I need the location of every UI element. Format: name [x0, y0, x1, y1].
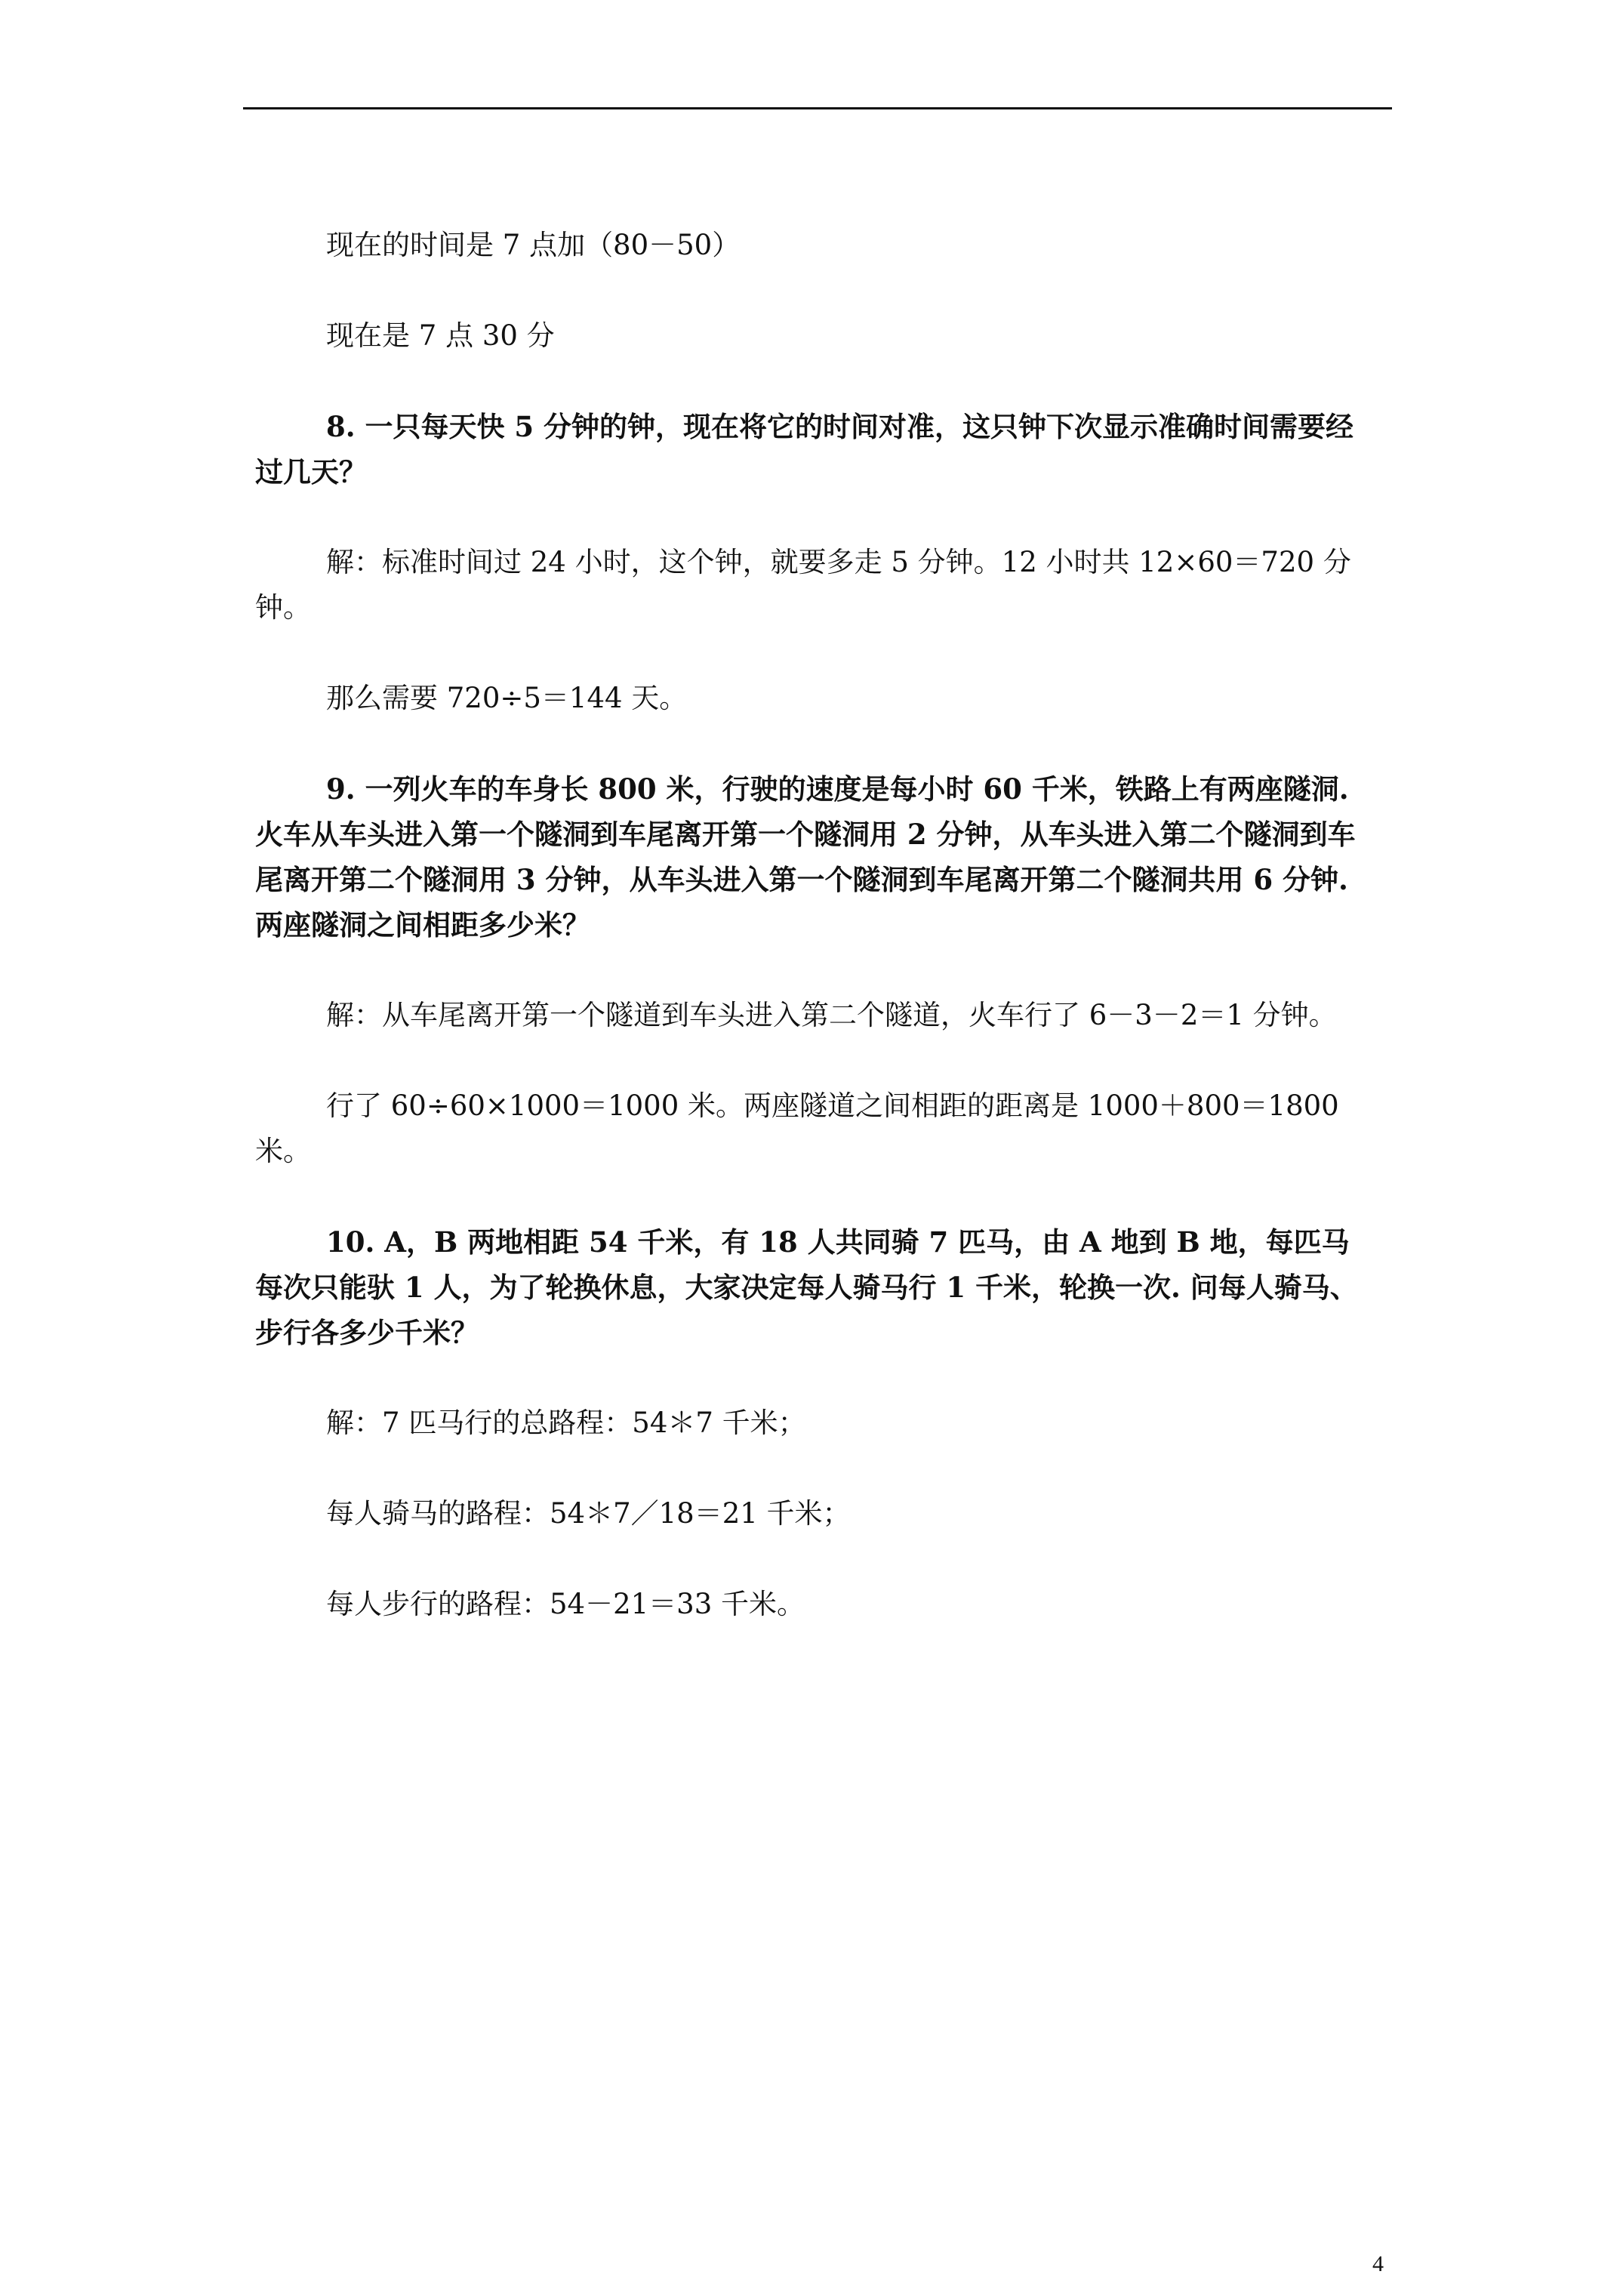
question-8: 8. 一只每天快 5 分钟的钟，现在将它的时间对准，这只钟下次显示准确时间需要经过几天？: [255, 410, 1354, 488]
header-rule: [243, 107, 1392, 109]
q10-solution-2: 每人骑马的路程：54＊7／18＝21 千米；: [326, 1497, 851, 1530]
q9-solution-2: 行了 60÷60×1000＝1000 米。两座隧道之间相距的距离是 1000＋800＝1800 米。: [255, 1089, 1339, 1167]
q9-solution-1: 解：从车尾离开第一个隧道到车头进入第二个隧道，火车行了 6－3－2＝1 分钟。: [326, 999, 1337, 1031]
question-10: 10. A，B 两地相距 54 千米，有 18 人共同骑 7 匹马，由 A 地到 B 地，每匹马每次只能驮 1 人，为了轮换休息，大家决定每人骑马行 1 千米，轮换一次. 问每人骑马、步行各多少千米？: [255, 1225, 1358, 1349]
time-now-line: 现在的时间是 7 点加（80－50）: [326, 229, 741, 261]
page-number: 4: [1372, 2251, 1384, 2276]
q10-solution-1: 解：7 匹马行的总路程：54＊7 千米；: [326, 1407, 806, 1439]
document-body: [255, 223, 1372, 1627]
q8-solution-1: 解：标准时间过 24 小时，这个钟，就要多走 5 分钟。12 小时共 12×60＝720 分钟。: [255, 546, 1351, 624]
question-9: 9. 一列火车的车身长 800 米，行驶的速度是每小时 60 千米，铁路上有两座隧洞. 火车从车头进入第一个隧洞到车尾离开第一个隧洞用 2 分钟，从车头进入第二个隧洞到车尾离开第二个隧洞用 3 分钟，从车头进入第一个隧洞到车尾离开第二个隧洞共用 6 分钟. 两座隧洞之间相距多少米？: [255, 772, 1356, 942]
q8-solution-2: 那么需要 720÷5＝144 天。: [326, 682, 688, 714]
time-result-line: 现在是 7 点 30 分: [326, 319, 555, 352]
q10-solution-3: 每人步行的路程：54－21＝33 千米。: [326, 1588, 805, 1620]
